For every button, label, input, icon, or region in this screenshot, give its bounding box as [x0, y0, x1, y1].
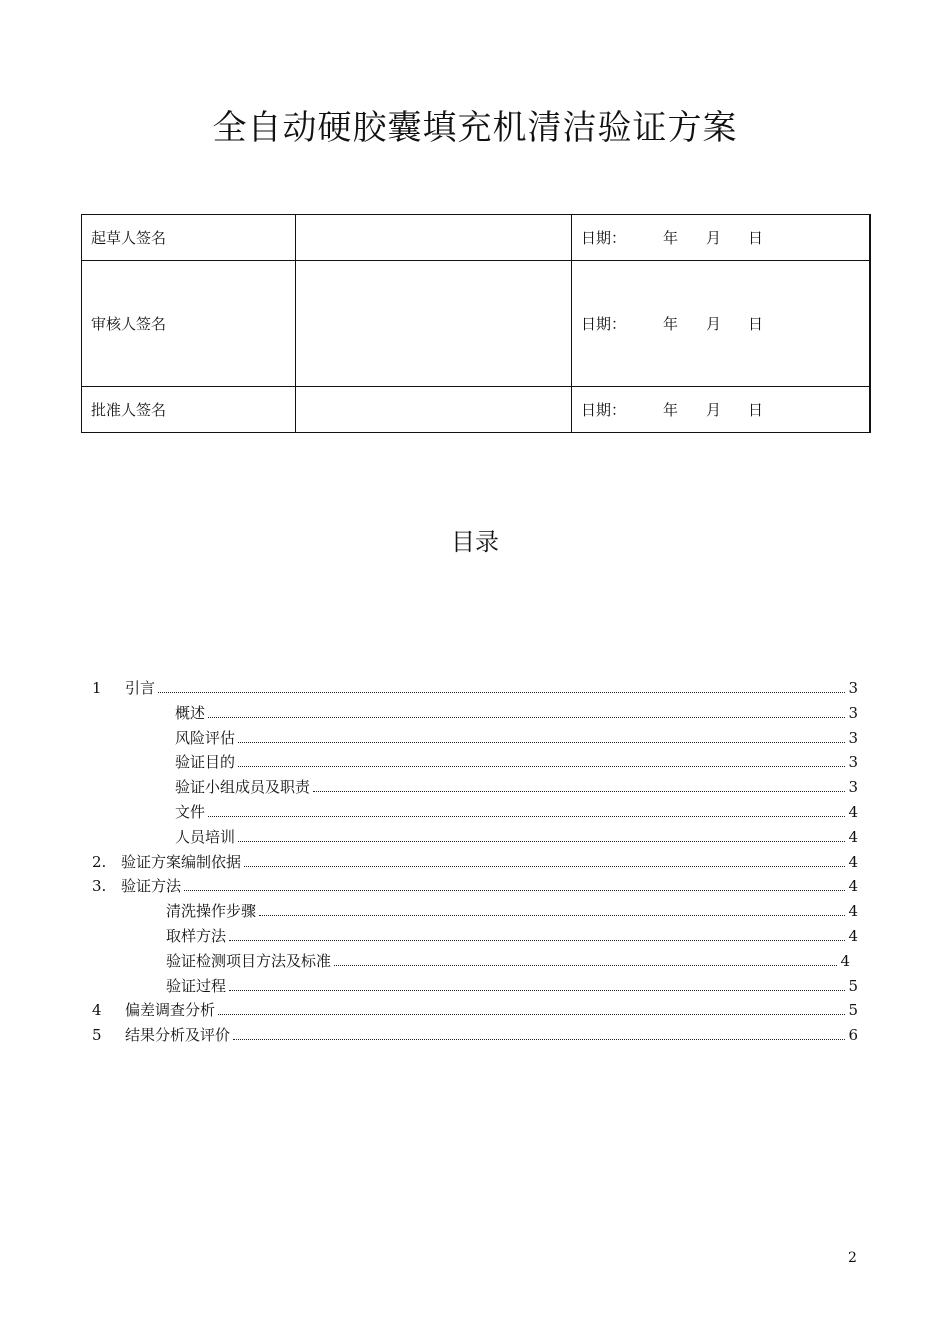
day-label: 日 [748, 229, 764, 247]
toc-entry-title: 验证目的 [175, 753, 236, 772]
drafter-signature-label: 起草人签名 [82, 215, 296, 261]
signature-row-approve [82, 387, 871, 433]
toc-dot-leader [218, 998, 845, 1015]
day-label: 日 [748, 401, 764, 419]
toc-dot-leader [238, 750, 845, 767]
toc-entry-page: 4 [848, 827, 858, 846]
toc-entry[interactable] [175, 775, 858, 797]
toc-entry-page: 3 [848, 728, 858, 747]
toc-entry[interactable] [92, 1023, 858, 1045]
toc-entry-title: 验证小组成员及职责 [175, 778, 311, 797]
drafter-date-field[interactable] [572, 215, 871, 261]
toc-entry[interactable] [166, 949, 850, 971]
toc-entry[interactable] [92, 998, 858, 1020]
toc-entry-page: 5 [848, 976, 858, 995]
toc-dot-leader [184, 874, 845, 891]
toc-entry[interactable] [92, 874, 858, 896]
toc-dot-leader [238, 825, 845, 842]
year-label: 年 [663, 229, 679, 247]
toc-entry-title: 验证方案编制依据 [121, 852, 242, 871]
toc-dot-leader [158, 676, 845, 693]
document-title: 全自动硬胶囊填充机清洁验证方案 [212, 108, 738, 148]
toc-entry-title: 清洗操作步骤 [166, 902, 257, 921]
toc-entry-page: 4 [848, 877, 858, 896]
toc-dot-leader [233, 1023, 845, 1040]
drafter-signature-field[interactable] [296, 215, 572, 261]
toc-entry-title: 偏差调查分析 [125, 1001, 216, 1020]
date-label: 日期： [581, 229, 627, 247]
toc-entry-title: 概述 [175, 703, 206, 722]
toc-entry-number: 4 [92, 1001, 102, 1020]
toc-entry-title: 验证检测项目方法及标准 [166, 951, 332, 970]
page-number: 2 [848, 1250, 857, 1266]
toc-entry-title: 结果分析及评价 [125, 1026, 231, 1045]
date-label: 日期： [581, 315, 627, 333]
toc-entry[interactable] [166, 974, 858, 996]
toc-entry[interactable] [175, 800, 858, 822]
toc-dot-leader [208, 800, 845, 817]
month-label: 月 [706, 229, 722, 247]
toc-entry[interactable] [166, 899, 858, 921]
year-label: 年 [663, 315, 679, 333]
toc-entry-page: 3 [848, 703, 858, 722]
toc-entry-title: 风险评估 [175, 728, 236, 747]
toc-dot-leader [238, 726, 845, 743]
toc-title: 目录 [451, 528, 499, 556]
toc-dot-leader [313, 775, 845, 792]
toc-entry-page: 4 [848, 803, 858, 821]
reviewer-signature-label: 审核人签名 [82, 261, 296, 387]
toc-entry-title: 引言 [125, 679, 156, 697]
toc-dot-leader [229, 974, 845, 991]
toc-entry-number: 5 [92, 1026, 102, 1045]
approver-signature-label: 批准人签名 [82, 387, 296, 433]
month-label: 月 [706, 315, 722, 333]
signature-row-draft [82, 215, 871, 261]
toc-entry[interactable] [175, 701, 858, 723]
toc-dot-leader [208, 701, 845, 718]
signature-row-review [82, 261, 871, 387]
toc-entry-page: 3 [848, 679, 858, 697]
toc-dot-leader [259, 899, 845, 916]
toc-entry[interactable] [166, 924, 858, 946]
date-label: 日期： [581, 401, 627, 419]
toc-entry-page: 3 [848, 778, 858, 797]
toc-entry-page: 6 [848, 1026, 858, 1045]
toc-entry-page: 4 [848, 852, 858, 871]
toc-dot-leader [229, 924, 845, 941]
toc-entry-page: 4 [848, 927, 858, 945]
toc-dot-leader [244, 850, 845, 867]
month-label: 月 [706, 401, 722, 419]
toc-entry-title: 文件 [175, 803, 206, 821]
toc-entry-title: 人员培训 [175, 827, 236, 846]
toc-entry-number: 3. [92, 877, 107, 896]
toc-dot-leader [334, 949, 837, 966]
day-label: 日 [748, 315, 764, 333]
toc-entry-title: 取样方法 [166, 927, 227, 945]
toc-entry[interactable] [175, 750, 858, 772]
toc-entry-title: 验证过程 [166, 976, 227, 995]
reviewer-date-field[interactable] [572, 261, 871, 387]
toc-entry-page: 4 [848, 902, 858, 921]
toc-entry[interactable] [92, 676, 858, 698]
reviewer-signature-field[interactable] [296, 261, 572, 387]
year-label: 年 [663, 401, 679, 419]
toc-entry-page: 3 [848, 753, 858, 772]
toc-entry-number: 1 [92, 679, 102, 697]
toc-entry[interactable] [175, 726, 858, 748]
toc-entry-page: 5 [848, 1001, 858, 1020]
toc-entry[interactable] [175, 825, 858, 847]
signature-table [81, 214, 871, 433]
approver-signature-field[interactable] [296, 387, 572, 433]
toc-entry-title: 验证方法 [121, 877, 182, 896]
toc-entry-page: 4 [840, 951, 850, 970]
toc-entry[interactable] [92, 850, 858, 872]
approver-date-field[interactable] [572, 387, 871, 433]
toc-entry-number: 2. [92, 852, 107, 871]
